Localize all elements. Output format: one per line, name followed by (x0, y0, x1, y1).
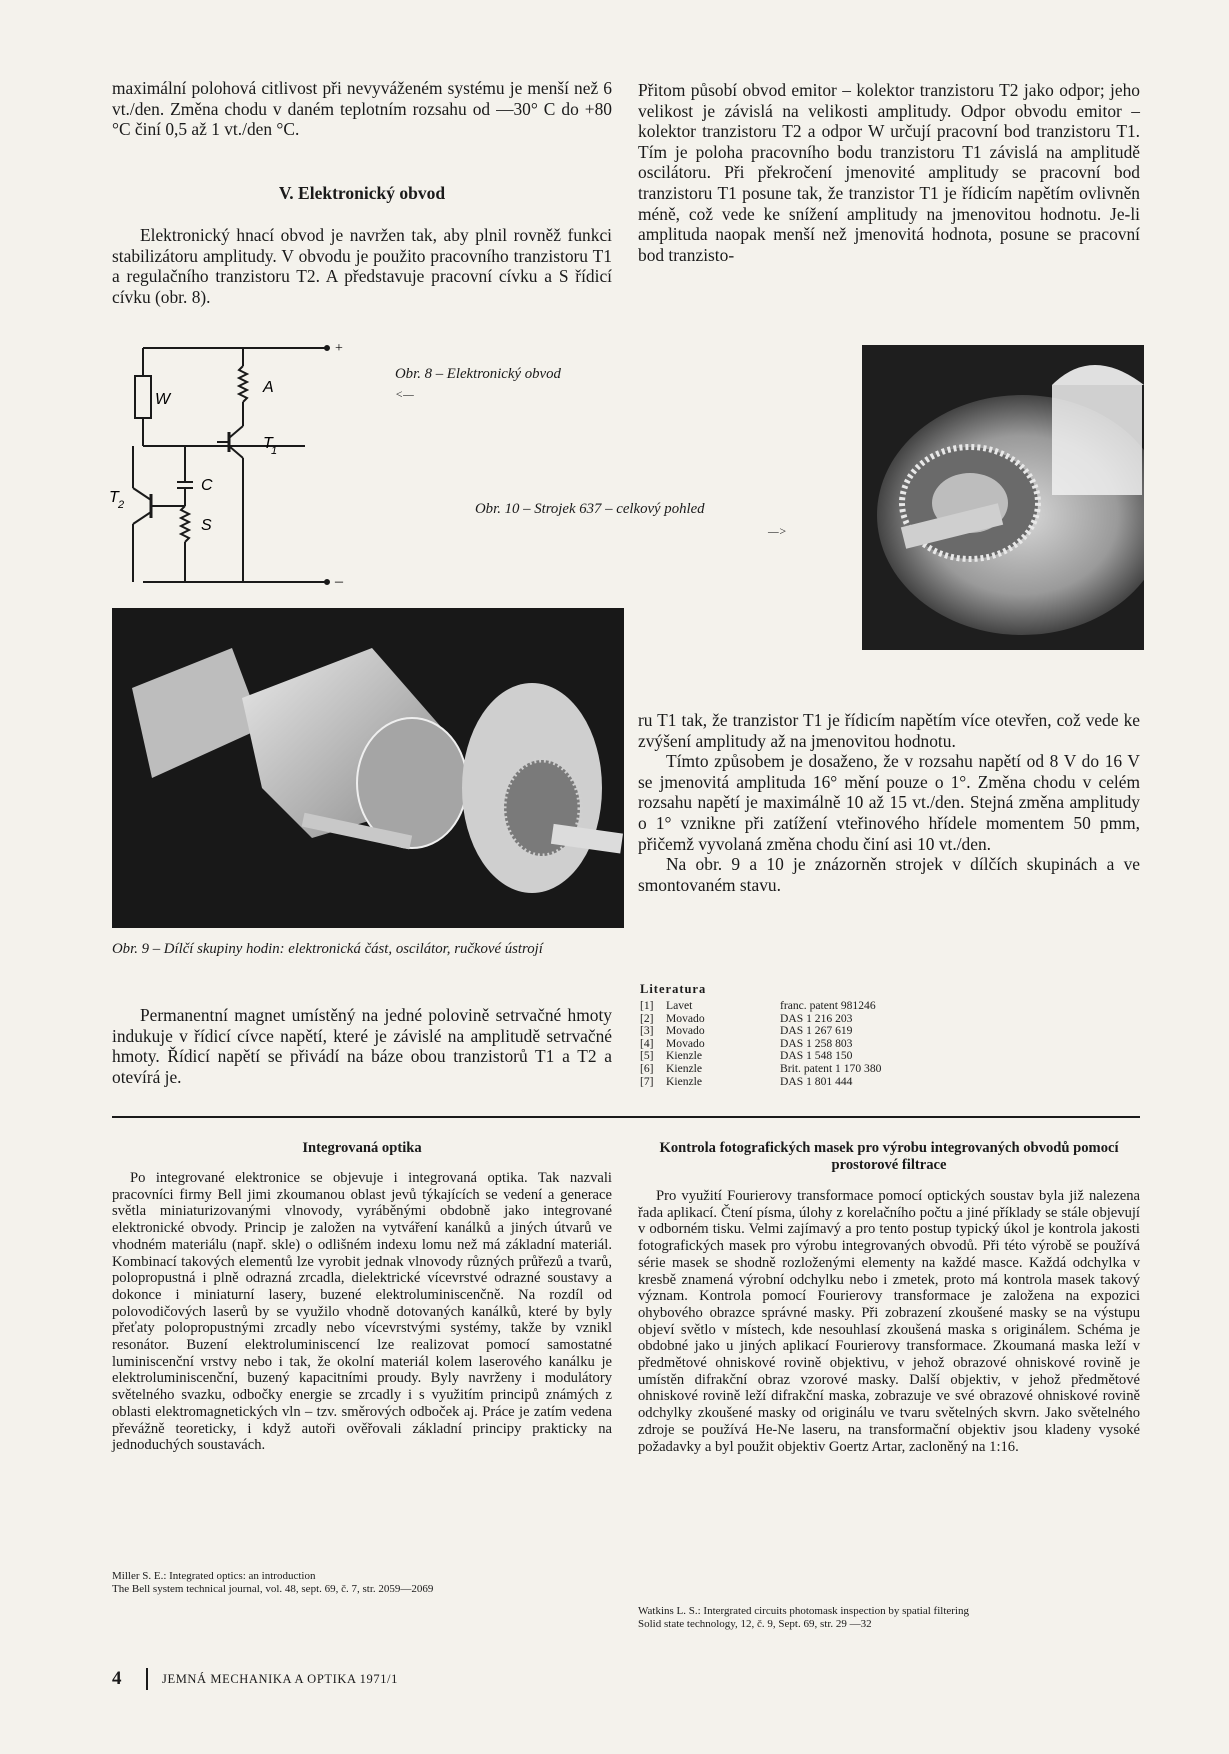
right-column-top (638, 80, 1140, 265)
ref-source: Movado (666, 1011, 705, 1025)
circuit-plus: + (335, 341, 343, 356)
ref-patent: DAS 1 267 619 (780, 1024, 853, 1038)
fig8-caption: Obr. 8 – Elektronický obvod (395, 366, 561, 382)
label-s: S (201, 517, 212, 534)
label-t1: T (263, 435, 273, 452)
paragraph-fig: Na obr. 9 a 10 je znázorněn strojek v dílčích skupinách a ve smontovaném stavu. (638, 854, 1140, 895)
brief-right-ref1: Watkins L. S.: Intergrated circuits photomask inspection by spatial filtering (638, 1605, 969, 1617)
ref-patent: DAS 1 548 150 (780, 1049, 853, 1063)
ref-number: [2] (640, 1011, 654, 1025)
fig10-photo-image (862, 345, 1144, 650)
page-number: 4 (112, 1668, 122, 1689)
ref-source: Movado (666, 1024, 705, 1038)
left-column-section (112, 225, 612, 307)
ref-number: [1] (640, 999, 654, 1012)
fig8-arrow: <— (395, 387, 414, 401)
label-t1-sub: 1 (271, 445, 278, 457)
ref-patent: DAS 1 801 444 (780, 1074, 853, 1088)
paragraph-right-top: Přitom působí obvod emitor – kolektor tranzistoru T2 jako odpor; jeho velikost je závislá na velikosti amplitudy. Odpor obvodu emitor – kolektor tranzistoru T2 a odpor W určují pracovní bod tranzistoru T1. Tím je poloha pracovního bodu tranzistoru T1 závislá na amplitudě oscilátoru. Při překročení jmenovité amplitudy se pracovní bod tranzistoru T1 posune tak, že tranzistor T1 je řídicím napětím ovlivněn méně, což vede ke snížení amplitudy na jmenovitou hodnotu. Je-li amplituda naopak menší než jmenovitá hodnota, posune se pracovní bod tranzisto- (638, 80, 1140, 265)
coil-a (239, 366, 247, 402)
brief-right-text: Pro využití Fourierovy transformace pomocí optických soustav byla již nalezena řada aplikací. Čtení písma, úlohy z korelačního počtu a jiné příklady se stále objevují v odborném tisku. Velmi zajímavý a pro tento postup typický úkol je kontrola jakosti fotografických masek pro výrobu integrovaných obvodů. Při této výrobě se používá série masek se shodně rozloženými elementy na každé masce. Každá odchylka v kresbě znamená výrobní odchylku nebo i zmetek, proto má kontrola masek takový význam. Kontrola pomocí Fourierovy transformace je založena na expozici ohybového obrazce správné masky. Při zobrazení zkoušené masky se na výstupu objeví světlo v místech, kde nesouhlasí zkoušená maska s originálem. Schéma je obdobné jako u jiných aplikací Fourierovy transformace. Zkoumaná maska leží v předmětové ohniskové rovině objektivu, v jehož obrazové ohniskové rovině je umístěn difrakční obraz vzorové masky. Další objektiv, v jehož předmětové ohniskové rovině leží difrakční maska, zobrazuje ve své obrazové ohniskové rovině odchylky zkoušené masky od originálu ve tvaru světelných skvrn. Jako světelného zdroje se používá He-Ne laseru, na transformační objektiv jsou kladeny vysoké požadavky a byl použit objektiv Goertz Artar, zacloněný na 1:16. (638, 1188, 1140, 1455)
ref-source: Kienzle (666, 1061, 703, 1075)
coil-s (181, 506, 189, 542)
paragraph-intro: maximální polohová citlivost při nevyváženém systému je menší než 6 vt./den. Změna chodu v daném teplotním rozsahu od —30° C do +80 °C činí 0,5 až 1 vt./den °C. (112, 78, 612, 140)
ref-number: [7] (640, 1074, 654, 1088)
journal-name: JEMNÁ MECHANIKA A OPTIKA 1971/1 (162, 1672, 398, 1686)
literature-title: Literatura (640, 982, 707, 996)
fig10-caption: Obr. 10 – Strojek 637 – celkový pohled (475, 501, 705, 517)
brief-left-ref1: Miller S. E.: Integrated optics: an introduction (112, 1570, 316, 1582)
ref-source: Movado (666, 1036, 705, 1050)
label-w: W (155, 391, 171, 408)
brief-left-body (112, 1170, 612, 1454)
brief-right-title: Kontrola fotografických masek pro výrobu integrovaných obvodů pomocí prostorové filtrace (659, 1140, 1119, 1173)
label-t2: T (109, 489, 119, 506)
ref-patent: Brit. patent 1 170 380 (780, 1061, 882, 1075)
fig9-caption: Obr. 9 – Dílčí skupiny hodin: elektronická část, oscilátor, ručkové ústrojí (112, 941, 543, 957)
literature-row (640, 1025, 984, 1038)
fig10-arrow: —> (768, 524, 787, 538)
resistor-w (135, 376, 151, 418)
literature-row (640, 1000, 984, 1013)
circuit-minus: – (335, 573, 343, 590)
literature-row (640, 1063, 984, 1076)
ref-source: Kienzle (666, 1074, 703, 1088)
ref-source: Kienzle (666, 1049, 703, 1063)
circuit-diagram (105, 330, 365, 590)
fig10-photo (862, 345, 1144, 650)
brief-left-ref2: The Bell system technical journal, vol. 48, sept. 69, č. 7, str. 2059—2069 (112, 1582, 434, 1595)
section-title: V. Elektronický obvod (278, 183, 446, 203)
literature-table (640, 1000, 984, 1088)
paragraph-section: Elektronický hnací obvod je navržen tak, aby plnil rovněž funkci stabilizátoru amplitudy. V obvodu je použito pracovního tranzistoru T1 a regulačního tranzistoru T2. A představuje pracovní cívku a S řídicí cívku (obr. 8). (112, 225, 612, 307)
ref-number: [6] (640, 1061, 654, 1075)
left-column-magnet (112, 1005, 612, 1087)
brief-right-ref2: Solid state technology, 12, č. 9, Sept. 69, str. 29 —32 (638, 1617, 872, 1630)
ref-number: [5] (640, 1049, 654, 1063)
footer-divider (146, 1668, 148, 1690)
brief-right-ref (638, 1605, 1140, 1631)
ref-number: [4] (640, 1036, 654, 1050)
label-t2-sub: 2 (118, 499, 125, 511)
ref-patent: franc. patent 981246 (780, 999, 876, 1012)
literature-row (640, 1076, 984, 1089)
fig9-photo (112, 608, 624, 928)
section-divider (112, 1116, 1140, 1118)
brief-left-text: Po integrované elektronice se objevuje i integrovaná optika. Tak nazvali pracovníci firmy Bell jimi zkoumanou oblast jevů týkajících se vedení a generace světla miniaturizovanými vlnovody, vyráběnými obdobně jako integrované elektronické obvody. Princip je založen na vytváření kanálků a jiných útvarů ve vhodném materiálu (např. skle) o odlišném indexu lomu než má základní materiál. Kombinací takových elementů lze vyrobit jednak vlnovody různých průřezů a tvarů, polopropustná i plně odrazná zrcadla, dielektrické vícevrstvé odrazné soustavy a dokonce i miniaturní lasery, buzené elektroluminiscenčně. Na rozdíl od polovodičových laserů by se využilo vhodně dotovaných kanálků, které by byly přeťaty polopropustnými zrcadly nebo vícevrstvými systémy, takže by vznikl resonátor. Buzení elektroluminiscencí lze realizovat pomocí samostatné luminiscenční vrstvy nebo i tak, že okolní materiál kolem laserového kanálku je elektroluminiscenční, buzený kapacitními proudy. Byly navrženy i modulátory světelného svazku, odbočky energie se zrcadly i s využitím principů známých z oblasti elektromagnetických vln – tzv. směrových odboček aj. Práce je zatím vedena převážně teoreticky, i když autoři ověřovali základní principy prakticky na jednoduchých soustavách. (112, 1170, 612, 1454)
ref-patent: DAS 1 258 803 (780, 1036, 853, 1050)
right-column-continued (638, 710, 1140, 895)
label-a: A (263, 379, 274, 396)
brief-left-ref (112, 1570, 612, 1596)
ref-number: [3] (640, 1024, 654, 1038)
label-c: C (201, 477, 213, 494)
ref-source: Lavet (666, 999, 693, 1012)
ref-patent: DAS 1 216 203 (780, 1011, 853, 1025)
paragraph-right-cont: ru T1 tak, že tranzistor T1 je řídicím napětím více otevřen, což vede ke zvýšení amplitudy až na jmenovitou hodnotu. (638, 710, 1140, 751)
brief-left-title: Integrovaná optika (302, 1140, 422, 1156)
paragraph-range: Tímto způsobem je dosaženo, že v rozsahu napětí od 8 V do 16 V se jmenovitá amplituda 16° mění pouze o 1°. Změna chodu v celém rozsahu napětí je maximálně 10 až 15 vt./den. Stejná změna amplitudy o 1° vznikne při zatížení vteřinového hřídele momentem 50 pmm, přičemž vyvolaná změna chodu činí asi 10 vt./den. (638, 751, 1140, 854)
paragraph-magnet: Permanentní magnet umístěný na jedné polovině setrvačné hmoty indukuje v řídicí cívce napětí, které je závislé na amplitudě setrvačné hmoty. Řídicí napětí se přivádí na báze obou tranzistorů T1 a T2 a otevírá je. (112, 1005, 612, 1087)
left-column-intro (112, 78, 612, 140)
fig9-photo-image (112, 608, 624, 928)
brief-right-body (638, 1188, 1140, 1455)
